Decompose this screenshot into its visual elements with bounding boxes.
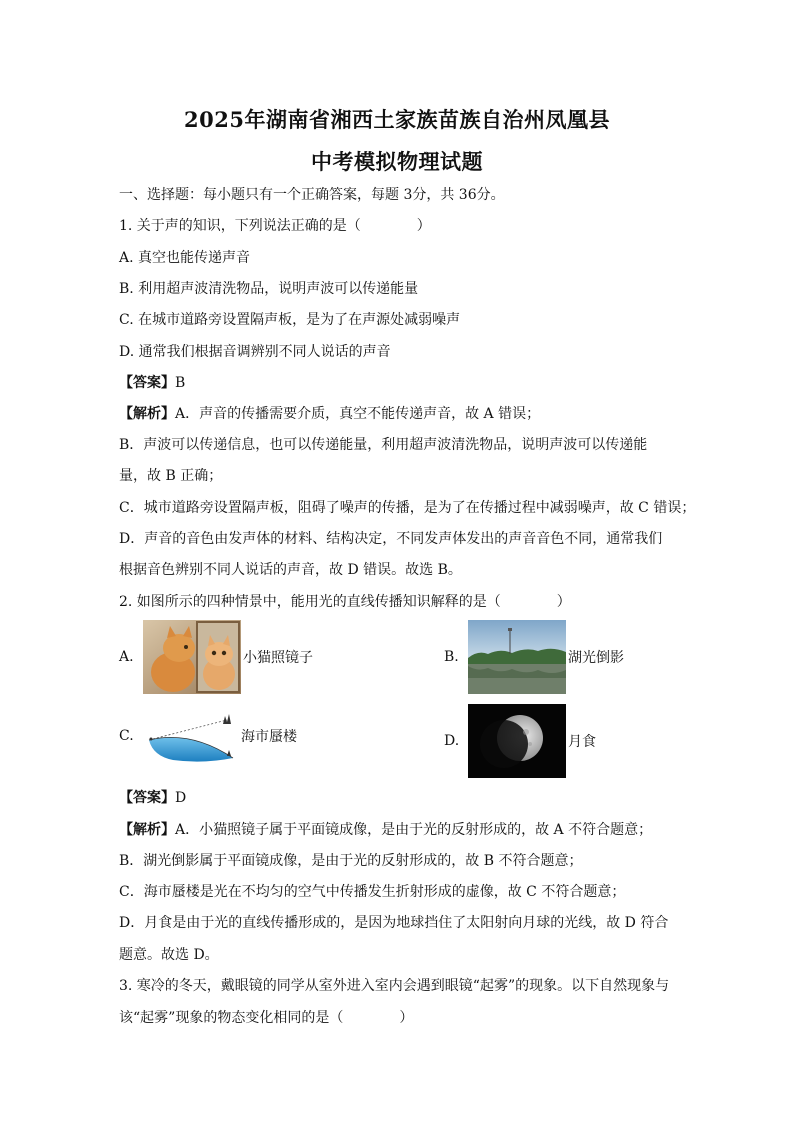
mirage-diagram-image	[143, 706, 239, 766]
analysis-text: A．小猫照镜子属于平面镜成像，是由于光的反射形成的，故 A 不符合题意；	[175, 822, 653, 838]
lunar-eclipse-image	[468, 704, 566, 778]
option-letter: A.	[119, 649, 134, 665]
q1-option-b: B. 利用超声波清洗物品，说明声波可以传递能量	[119, 281, 419, 297]
q1-option-c: C. 在城市道路旁设置隔声板，是为了在声源处减弱噪声	[119, 312, 461, 328]
option-letter: B.	[444, 649, 459, 665]
answer-label: 【答案】	[119, 790, 175, 806]
option-letter: C.	[119, 728, 134, 744]
option-caption: 海市蜃楼	[241, 729, 297, 745]
q1-option-d: D. 通常我们根据音调辨别不同人说话的声音	[119, 344, 391, 360]
answer-value: B	[175, 375, 186, 391]
q3-stem-line1: 3. 寒冷的冬天，戴眼镜的同学从室外进入室内会遇到眼镜“起雾”的现象。以下自然现象与	[119, 978, 670, 994]
exam-title-line1: 2025年湖南省湘西土家族苗族自治州凤凰县	[184, 107, 610, 132]
exam-title-line2: 中考模拟物理试题	[311, 149, 483, 174]
analysis-label: 【解析】	[119, 406, 175, 422]
q2-stem: 2. 如图所示的四种情景中，能用光的直线传播知识解释的是（ ）	[119, 594, 571, 610]
q2-answer	[119, 788, 186, 808]
analysis-label: 【解析】	[119, 822, 175, 838]
answer-label: 【答案】	[119, 375, 175, 391]
q2-option-b	[444, 620, 624, 694]
option-caption: 月食	[568, 734, 596, 750]
q1-analysis-line: C．城市道路旁设置隔声板，阻碍了噪声的传播，是为了在传播过程中减弱噪声，故 C 错误；	[119, 500, 696, 516]
lake-reflection-image	[468, 620, 566, 694]
q1-analysis-line: 量，故 B 正确；	[119, 468, 223, 484]
option-caption: 湖光倒影	[568, 650, 624, 666]
option-letter: D.	[444, 733, 460, 749]
q1-analysis-line: B．声波可以传递信息，也可以传递能量，利用超声波清洗物品，说明声波可以传递能	[119, 437, 648, 453]
section-heading: 一、选择题：每小题只有一个正确答案，每题 3分，共 36分。	[119, 187, 505, 203]
q1-option-a: A. 真空也能传递声音	[119, 250, 251, 266]
q2-option-a	[119, 620, 313, 694]
q3-stem-line2: 该“起雾”现象的物态变化相同的是（ ）	[119, 1010, 414, 1026]
cat-mirror-image	[143, 620, 241, 694]
q2-analysis-line: D．月食是由于光的直线传播形成的，是因为地球挡住了太阳射向月球的光线，故 D 符合	[119, 915, 669, 931]
q2-analysis-line: C．海市蜃楼是光在不均匀的空气中传播发生折射形成的虚像，故 C 不符合题意；	[119, 884, 626, 900]
q1-analysis-line	[119, 404, 540, 424]
q2-option-c	[119, 706, 297, 766]
analysis-text: A．声音的传播需要介质，真空不能传递声音，故 A 错误；	[175, 406, 541, 422]
q2-analysis-line: 题意。故选 D。	[119, 947, 219, 963]
answer-value: D	[175, 790, 187, 806]
q1-answer	[119, 373, 185, 393]
q1-stem: 1. 关于声的知识，下列说法正确的是（ ）	[119, 218, 431, 234]
q2-option-d	[444, 704, 596, 778]
q2-analysis-line: B．湖光倒影属于平面镜成像，是由于光的反射形成的，故 B 不符合题意；	[119, 853, 583, 869]
option-caption: 小猫照镜子	[243, 650, 313, 666]
q1-analysis-line: D．声音的音色由发声体的材料、结构决定，不同发声体发出的声音音色不同，通常我们	[119, 531, 663, 547]
q1-analysis-line: 根据音色辨别不同人说话的声音，故 D 错误。故选 B。	[119, 562, 462, 578]
q2-analysis-line	[119, 820, 652, 840]
